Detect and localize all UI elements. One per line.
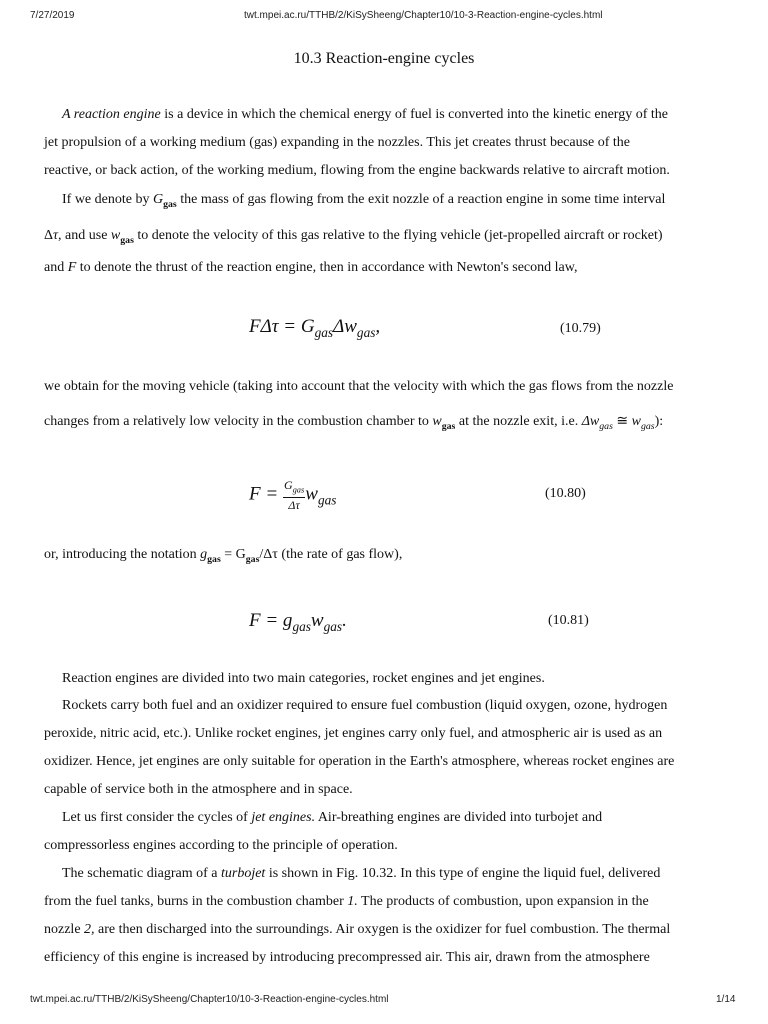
print-date: 7/27/2019 xyxy=(30,10,75,21)
footer-url: twt.mpei.ac.ru/TTHB/2/KiSySheeng/Chapter10/10-3-Reaction-engine-cycles.html xyxy=(30,994,389,1005)
paragraph-3: we obtain for the moving vehicle (taking into account that the velocity with which the gas flows from the nozzle changes from a relatively low velocity in the combustion chamber to $w_{gas}$ at the nozzle exit, i.e. $\Delta w_{gas}$ ≅ $w_{gas}$): xyxy=(44,379,674,432)
paragraph-2: If we denote by $G_{gas}$ the mass of gas flowing from the exit nozzle of a reaction engine in some time interval Δτ, and use $w_{gas}$ to denote the velocity of this gas relative to the flying vehicle (jet-propelled aircraft or rocket) and F to denote the thrust of the reaction engine, then in accordance with Newton's second law, xyxy=(44,192,666,275)
equation-10-79: $F\Delta\tau = G_{gas}\Delta w_{gas}$, xyxy=(249,316,381,340)
paragraph-8: The schematic diagram of a turbojet is shown in Fig. 10.32. In this type of engine the liquid fuel, delivered from the fuel tanks, burns in the combustion chamber 1. The products of combustion, upon expansion in the nozzle 2, are then discharged into the surroundings. Air oxygen is the oxidizer for fuel combustion. The thermal efficiency of this engine is increased by introducing precompressed air. This air, drawn from the atmosphere xyxy=(44,866,671,965)
page-title: 10.3 Reaction-engine cycles xyxy=(293,50,475,67)
paragraph-1: A reaction engine is a device in which the chemical energy of fuel is converted into the kinetic energy of the jet propulsion of a working medium (gas) expanding in the nozzles. This jet creates thrust because of the reactive, or back action, of the working medium, flowing from the engine backwards relative to aircraft motion. xyxy=(44,107,670,178)
equation-10-81: $F = g_{gas}w_{gas}$. xyxy=(249,610,347,634)
page-number: 1/14 xyxy=(716,994,736,1005)
equation-number: (10.81) xyxy=(548,613,589,628)
paragraph-6: Rockets carry both fuel and an oxidizer required to ensure fuel combustion (liquid oxygen, ozone, hydrogen peroxide, nitric acid, etc.). Unlike rocket engines, jet engines carry only fuel, and atmospheric air is used as an oxidizer. Hence, jet engines are only suitable for operation in the Earth's atmosphere, whereas rocket engines are capable of service both in the atmosphere and in space. xyxy=(44,698,675,797)
print-url: twt.mpei.ac.ru/TTHB/2/KiSySheeng/Chapter10/10-3-Reaction-engine-cycles.html xyxy=(244,10,603,21)
equation-number: (10.80) xyxy=(545,486,586,501)
paragraph-5: Reaction engines are divided into two main categories, rocket engines and jet engines. xyxy=(62,671,545,686)
paragraph-4: or, introducing the notation $g_{gas} = G_{gas}/\Delta\tau$ (the rate of gas flow), xyxy=(44,547,403,565)
paragraph-7: Let us first consider the cycles of jet engines. Air-breathing engines are divided into turbojet and compressorless engines according to the principle of operation. xyxy=(44,810,603,853)
term-reaction-engine: A reaction engine xyxy=(62,107,161,122)
equation-10-80: F = $\frac{G_{gas}}{\Delta\tau}$ $w_{gas}$ xyxy=(249,478,337,513)
equation-number: (10.79) xyxy=(560,321,601,336)
